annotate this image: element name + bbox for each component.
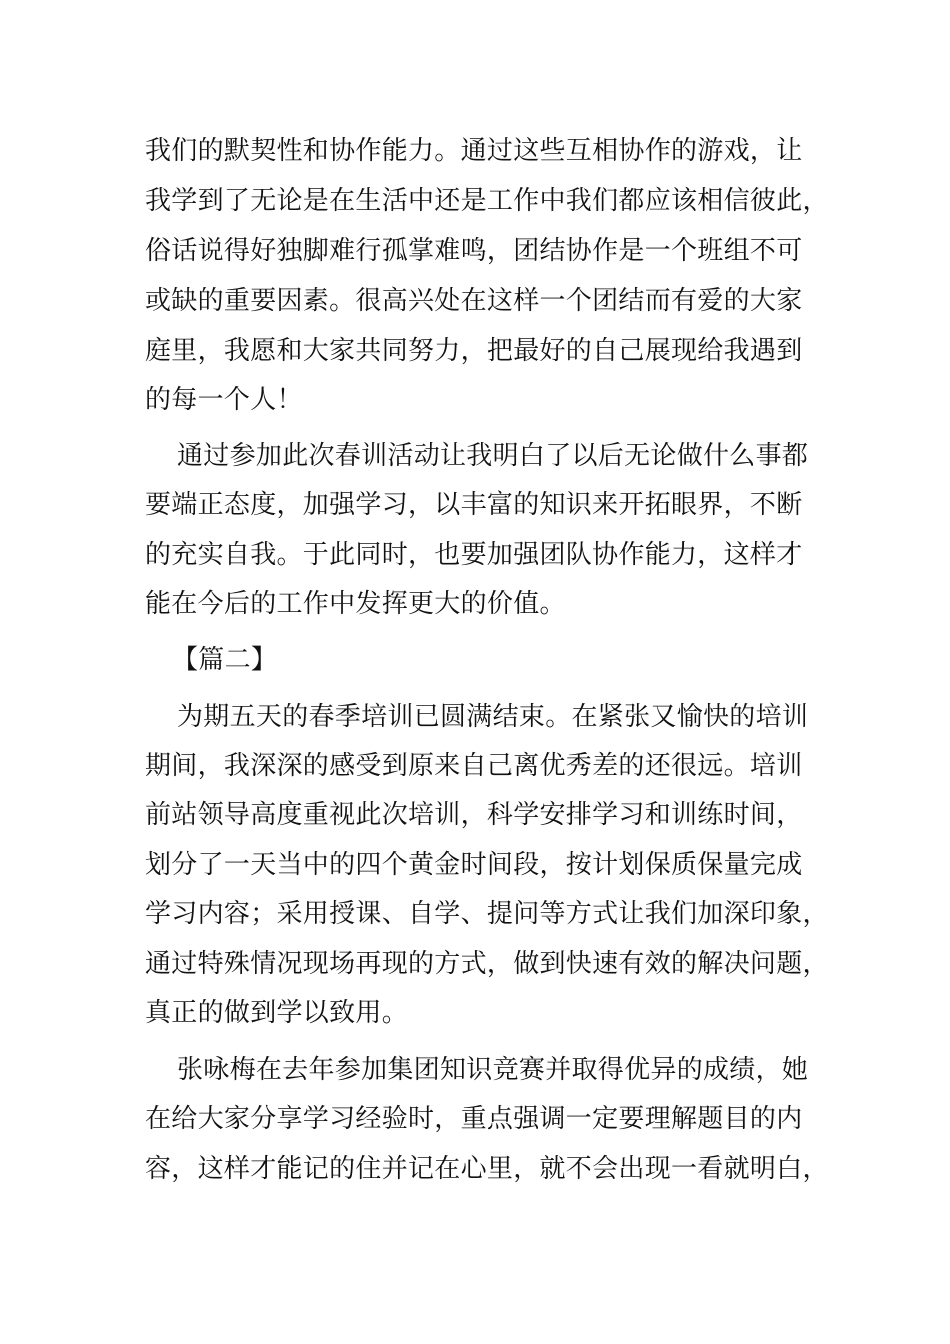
paragraph-2-line-4: 能在今后的工作中发挥更大的价值。: [145, 589, 566, 619]
paragraph-3-line-3: 前站领导高度重视此次培训，科学安排学习和训练时间，: [145, 800, 803, 830]
paragraph-2-line-1: 通过参加此次春训活动让我明白了以后无论做什么事都: [177, 441, 809, 471]
paragraph-3-line-7: 真正的做到学以致用。: [145, 998, 409, 1028]
paragraph-1-line-1: 我们的默契性和协作能力。通过这些互相协作的游戏，让: [145, 136, 803, 166]
paragraph-3-line-5: 学习内容；采用授课、自学、提问等方式让我们加深印象，: [145, 899, 829, 929]
paragraph-4-line-3: 容，这样才能记的住并记在心里，就不会出现一看就明白，: [145, 1154, 829, 1184]
paragraph-1-line-6: 的每一个人！: [145, 385, 303, 415]
paragraph-1-line-5: 庭里，我愿和大家共同努力，把最好的自己展现给我遇到: [145, 336, 803, 366]
paragraph-3-line-6: 通过特殊情况现场再现的方式，做到快速有效的解决问题，: [145, 949, 829, 979]
paragraph-3-line-1: 为期五天的春季培训已圆满结束。在紧张又愉快的培训: [177, 702, 809, 732]
paragraph-2-line-3: 的充实自我。于此同时，也要加强团队协作能力，这样才: [145, 540, 803, 570]
paragraph-1-line-4: 或缺的重要因素。很高兴处在这样一个团结而有爱的大家: [145, 286, 803, 316]
paragraph-1-line-2: 我学到了无论是在生活中还是工作中我们都应该相信彼此，: [145, 186, 829, 216]
paragraph-3-line-2: 期间，我深深的感受到原来自己离优秀差的还很远。培训: [145, 751, 803, 781]
paragraph-2-line-2: 要端正态度，加强学习，以丰富的知识来开拓眼界，不断: [145, 490, 803, 520]
section-heading: 【篇二】: [172, 645, 278, 675]
paragraph-4-line-1: 张咏梅在去年参加集团知识竞赛并取得优异的成绩，她: [177, 1055, 809, 1085]
paragraph-4-line-2: 在给大家分享学习经验时，重点强调一定要理解题目的内: [145, 1104, 803, 1134]
paragraph-3-line-4: 划分了一天当中的四个黄金时间段，按计划保质保量完成: [145, 850, 803, 880]
paragraph-1-line-3: 俗话说得好独脚难行孤掌难鸣，团结协作是一个班组不可: [145, 236, 803, 266]
